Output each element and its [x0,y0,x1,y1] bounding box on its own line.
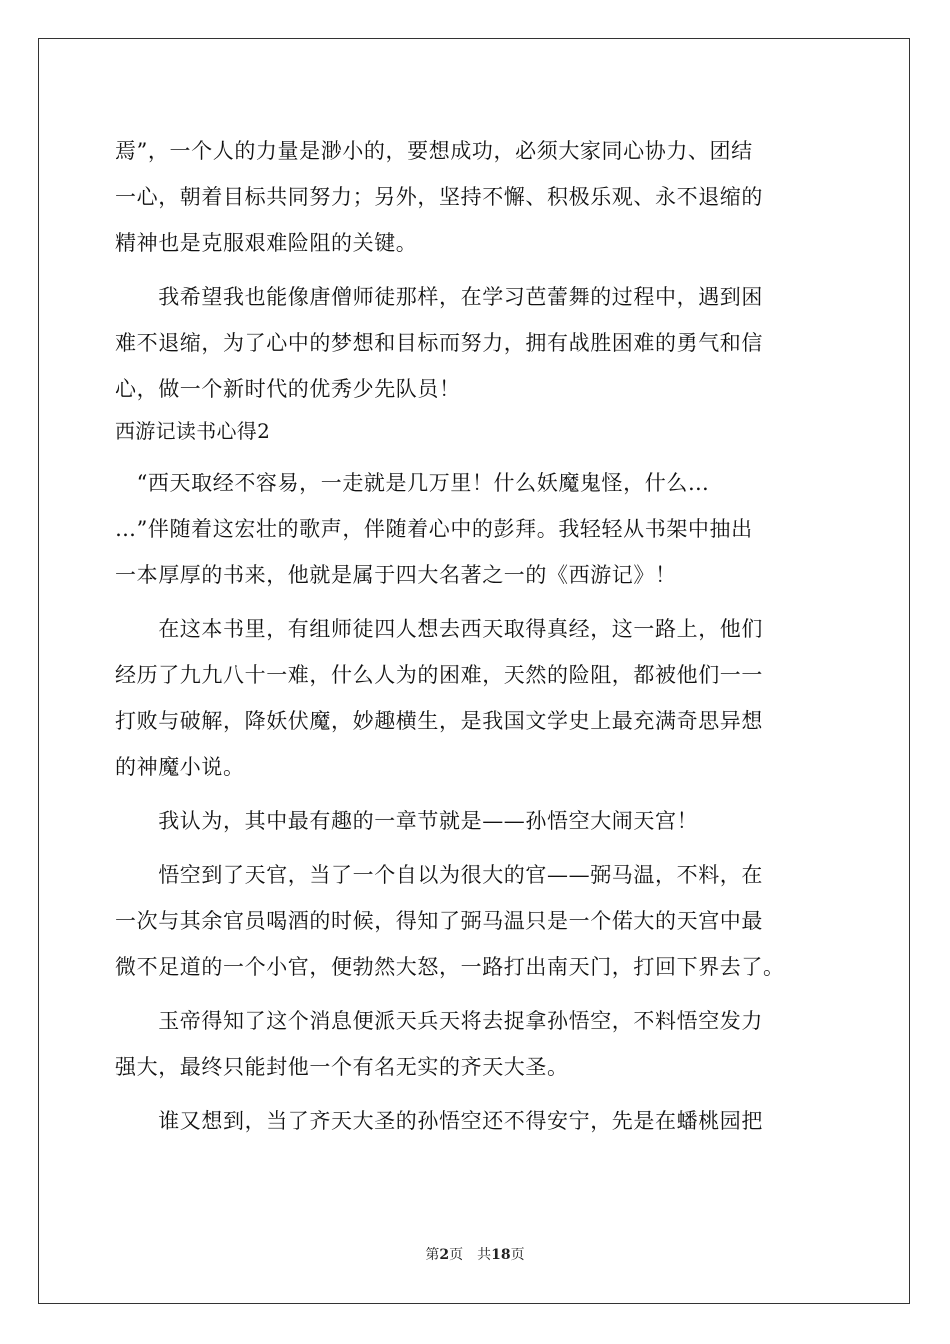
text-line: “西天取经不容易，一走就是几万里！什么妖魔鬼怪，什么… [115,471,710,495]
footer-current-page: 2 [439,1247,450,1263]
text-line: 强大，最终只能封他一个有名无实的齐天大圣。 [115,1055,569,1079]
paragraph [115,998,850,1090]
text-line: 的神魔小说。 [115,755,245,779]
text-line: 一本厚厚的书来，他就是属于四大名著之一的《西游记》！ [115,563,677,587]
text-line: 精神也是克服艰难险阻的关键。 [115,231,418,255]
text-line: 在这本书里，有组师徒四人想去西天取得真经，这一路上，他们 [115,617,763,641]
text-line: 焉”，一个人的力量是渺小的，要想成功，必须大家同心协力、团结 [115,139,753,163]
paragraph [115,1098,850,1144]
text-line: 我希望我也能像唐僧师徒那样，在学习芭蕾舞的过程中，遇到困 [115,285,763,309]
text-line: 难不退缩，为了心中的梦想和目标而努力，拥有战胜困难的勇气和信 [115,331,763,355]
text-line: 一心，朝着目标共同努力；另外，坚持不懈、积极乐观、永不退缩的 [115,185,763,209]
footer-page-suffix: 页 [510,1247,525,1263]
text-line: 打败与破解，降妖伏魔，妙趣横生，是我国文学史上最充满奇思异想 [115,709,763,733]
footer-page-prefix: 第 [425,1247,440,1263]
footer-page-mid: 页 共 [449,1247,492,1263]
paragraph [115,128,850,266]
paragraph [115,460,850,598]
text-line: 心，做一个新时代的优秀少先队员！ [115,377,461,401]
paragraph [115,798,850,844]
footer-total-pages: 18 [491,1247,511,1263]
text-line: 悟空到了天官，当了一个自以为很大的官——弼马温，不料，在 [115,863,763,887]
section-heading: 西游记读书心得2 [115,419,271,443]
text-line: 经历了九九八十一难，什么人为的困难，天然的险阻，都被他们一一 [115,663,763,687]
paragraph [115,274,850,412]
paragraph [115,606,850,790]
text-line: 玉帝得知了这个消息便派天兵天将去捉拿孙悟空，不料悟空发力 [115,1009,763,1033]
document-body [115,128,850,1144]
page-footer [0,1244,950,1264]
text-line: 一次与其余官员喝酒的时候，得知了弼马温只是一个偌大的天宫中最 [115,909,763,933]
text-line: …”伴随着这宏壮的歌声，伴随着心中的彭拜。我轻轻从书架中抽出 [115,517,753,541]
text-line: 微不足道的一个小官，便勃然大怒，一路打出南天门，打回下界去了。 [115,955,785,979]
text-line: 谁又想到，当了齐天大圣的孙悟空还不得安宁，先是在蟠桃园把 [115,1109,763,1133]
text-line: 我认为，其中最有趣的一章节就是——孙悟空大闹天宫！ [115,809,699,833]
paragraph [115,852,850,990]
